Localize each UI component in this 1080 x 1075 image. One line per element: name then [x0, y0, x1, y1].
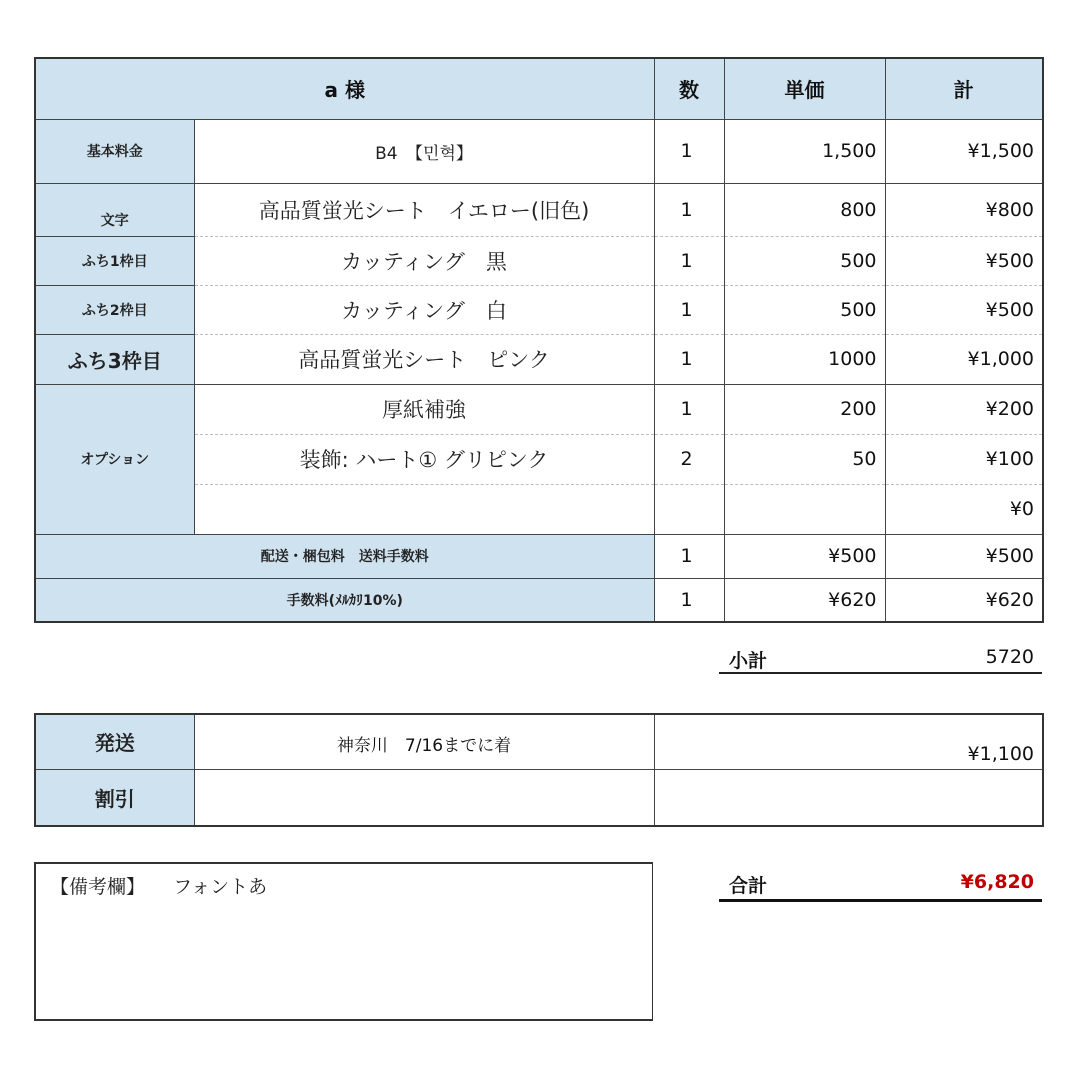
- qty-header: 数: [654, 58, 724, 119]
- row-unit-price: 800: [724, 183, 885, 236]
- row-label: ふち2枠目: [35, 285, 194, 334]
- grand-total-row: [719, 868, 1042, 902]
- row-unit-price: 1,500: [724, 119, 885, 183]
- shipping-table: [34, 713, 1044, 827]
- row-qty: 1: [654, 119, 724, 183]
- row-description: 装飾: ハート① グリピンク: [194, 434, 654, 484]
- row-amount: ¥500: [885, 285, 1043, 334]
- remarks-label: 【備考欄】: [50, 876, 146, 898]
- row-description: 厚紙補強: [194, 384, 654, 434]
- shipping-description: 神奈川 7/16までに着: [194, 714, 654, 769]
- grand-total-label: 合計: [729, 875, 768, 897]
- unit-price-header: 単価: [724, 58, 885, 119]
- table-row: [35, 236, 1043, 285]
- discount-description: [194, 769, 654, 826]
- table-row: [35, 334, 1043, 384]
- row-qty: 2: [654, 434, 724, 484]
- row-amount: ¥0: [885, 484, 1043, 534]
- row-unit-price: 50: [724, 434, 885, 484]
- row-description: B4 【민혁】: [194, 119, 654, 183]
- row-amount: ¥620: [885, 578, 1043, 622]
- shipping-amount: ¥1,100: [654, 714, 1043, 769]
- remarks-box: [34, 862, 653, 1021]
- row-qty: 1: [654, 334, 724, 384]
- subtotal-row: [719, 644, 1042, 674]
- table-row: [35, 285, 1043, 334]
- customer-name: a 様: [35, 58, 654, 119]
- discount-row: [35, 769, 1043, 826]
- row-qty: 1: [654, 183, 724, 236]
- row-label: 基本料金: [35, 119, 194, 183]
- row-unit-price: 200: [724, 384, 885, 434]
- row-label: ふち1枠目: [35, 236, 194, 285]
- table-row: [35, 183, 1043, 236]
- grand-total-value: ¥6,820: [960, 871, 1034, 893]
- row-label: 文字: [35, 183, 194, 236]
- row-amount: ¥800: [885, 183, 1043, 236]
- row-description: [194, 484, 654, 534]
- row-unit-price: 500: [724, 236, 885, 285]
- subtotal-label: 小計: [729, 650, 768, 672]
- row-unit-price: ¥620: [724, 578, 885, 622]
- shipping-label: 発送: [35, 714, 194, 769]
- table-row: [35, 384, 1043, 434]
- shipping-pack-label: 配送・梱包料 送料手数料: [35, 534, 654, 578]
- row-amount: ¥200: [885, 384, 1043, 434]
- total-header: 計: [885, 58, 1043, 119]
- table-row: [35, 578, 1043, 622]
- row-unit-price: 500: [724, 285, 885, 334]
- row-qty: 1: [654, 236, 724, 285]
- row-description: 高品質蛍光シート ピンク: [194, 334, 654, 384]
- row-unit-price: [724, 484, 885, 534]
- row-amount: ¥1,500: [885, 119, 1043, 183]
- table-row: [35, 534, 1043, 578]
- subtotal-value: 5720: [985, 646, 1034, 668]
- row-description: カッティング 白: [194, 285, 654, 334]
- row-amount: ¥1,000: [885, 334, 1043, 384]
- header-row: [35, 58, 1043, 119]
- row-amount: ¥500: [885, 534, 1043, 578]
- discount-amount: [654, 769, 1043, 826]
- shipping-row: [35, 714, 1043, 769]
- discount-label: 割引: [35, 769, 194, 826]
- fee-label: 手数料(ﾒﾙｶﾘ10%): [35, 578, 654, 622]
- option-label: オプション: [35, 384, 194, 534]
- row-amount: ¥500: [885, 236, 1043, 285]
- estimate-table: [34, 57, 1044, 623]
- row-qty: 1: [654, 534, 724, 578]
- row-qty: [654, 484, 724, 534]
- remarks-text: フォントあ: [173, 876, 268, 898]
- row-description: カッティング 黒: [194, 236, 654, 285]
- row-qty: 1: [654, 285, 724, 334]
- row-unit-price: ¥500: [724, 534, 885, 578]
- row-description: 高品質蛍光シート イエロー(旧色): [194, 183, 654, 236]
- row-amount: ¥100: [885, 434, 1043, 484]
- table-row: [35, 119, 1043, 183]
- row-label: ふち3枠目: [35, 334, 194, 384]
- row-qty: 1: [654, 384, 724, 434]
- row-qty: 1: [654, 578, 724, 622]
- row-unit-price: 1000: [724, 334, 885, 384]
